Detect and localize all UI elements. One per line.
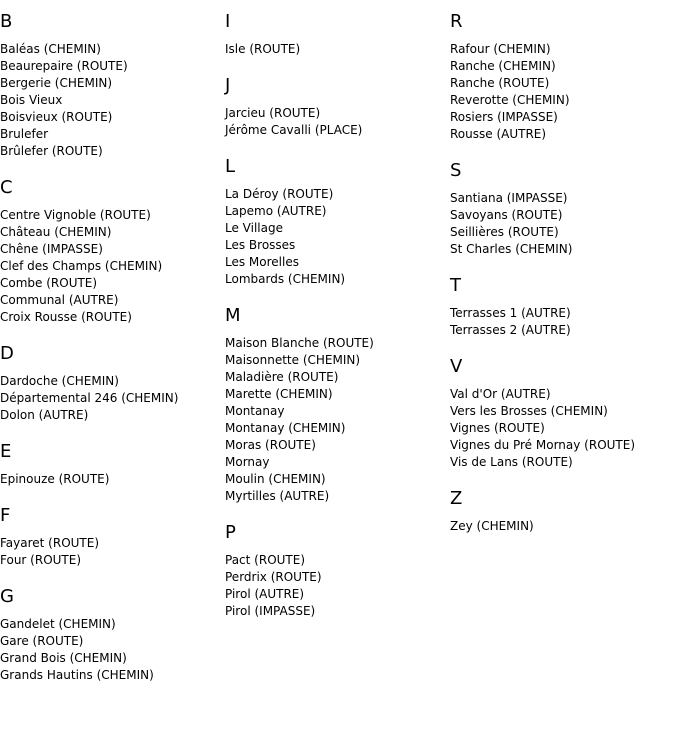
letter-group (0, 585, 225, 684)
street-list (0, 535, 225, 569)
street-entry[interactable]: Seillières (ROUTE) (450, 225, 559, 239)
street-list (450, 41, 675, 143)
street-entry[interactable]: Moulin (CHEMIN) (225, 472, 326, 486)
street-list (450, 386, 675, 471)
street-entry[interactable]: Vis de Lans (ROUTE) (450, 455, 573, 469)
letter-group (450, 10, 675, 143)
letter-heading: G (0, 586, 14, 607)
letter-group (225, 74, 450, 139)
street-entry[interactable]: Fayaret (ROUTE) (0, 536, 100, 550)
street-list (225, 552, 450, 620)
letter-group (450, 487, 675, 535)
letter-group (0, 10, 225, 160)
letter-heading: I (225, 11, 231, 32)
street-index-column-2 (225, 10, 450, 636)
street-entry[interactable]: Pact (ROUTE) (225, 553, 306, 567)
street-entry[interactable]: Chêne (IMPASSE) (0, 242, 103, 256)
street-entry[interactable]: Epinouze (ROUTE) (0, 472, 110, 486)
street-entry[interactable]: Ranche (ROUTE) (450, 76, 550, 90)
letter-group (0, 504, 225, 569)
street-entry[interactable]: Bois Vieux (0, 93, 63, 107)
street-list (0, 373, 225, 424)
street-entry[interactable]: La Déroy (ROUTE) (225, 187, 334, 201)
street-entry[interactable]: Bergerie (CHEMIN) (0, 76, 113, 90)
street-list (225, 41, 450, 58)
letter-group (450, 355, 675, 471)
letter-heading: R (450, 11, 463, 32)
street-entry[interactable]: Pirol (AUTRE) (225, 587, 305, 601)
street-entry[interactable]: Myrtilles (AUTRE) (225, 489, 330, 503)
street-entry[interactable]: Grand Bois (CHEMIN) (0, 651, 127, 665)
street-entry[interactable]: Reverotte (CHEMIN) (450, 93, 570, 107)
street-entry[interactable]: Pirol (IMPASSE) (225, 604, 316, 618)
letter-heading: P (225, 522, 236, 543)
street-entry[interactable]: Les Morelles (225, 255, 299, 269)
street-entry[interactable]: Gandelet (CHEMIN) (0, 617, 116, 631)
street-entry[interactable]: Moras (ROUTE) (225, 438, 316, 452)
letter-heading: E (0, 441, 12, 462)
street-entry[interactable]: Rosiers (IMPASSE) (450, 110, 558, 124)
street-entry[interactable]: Marette (CHEMIN) (225, 387, 333, 401)
street-entry[interactable]: Ranche (CHEMIN) (450, 59, 556, 73)
street-entry[interactable]: Château (CHEMIN) (0, 225, 112, 239)
street-entry[interactable]: Beaurepaire (ROUTE) (0, 59, 128, 73)
street-entry[interactable]: Zey (CHEMIN) (450, 519, 534, 533)
letter-group (450, 159, 675, 258)
street-list (225, 105, 450, 139)
street-entry[interactable]: Brulefer (0, 127, 49, 141)
street-entry[interactable]: Santiana (IMPASSE) (450, 191, 568, 205)
street-entry[interactable]: Clef des Champs (CHEMIN) (0, 259, 163, 273)
street-entry[interactable]: Val d'Or (AUTRE) (450, 387, 551, 401)
street-entry[interactable]: Rafour (CHEMIN) (450, 42, 551, 56)
street-entry[interactable]: Boisvieux (ROUTE) (0, 110, 113, 124)
street-entry[interactable]: Vers les Brosses (CHEMIN) (450, 404, 608, 418)
street-entry[interactable]: Rousse (AUTRE) (450, 127, 547, 141)
letter-group (225, 521, 450, 620)
street-entry[interactable]: Dardoche (CHEMIN) (0, 374, 119, 388)
letter-heading: Z (450, 488, 463, 509)
street-entry[interactable]: Savoyans (ROUTE) (450, 208, 563, 222)
letter-heading: C (0, 177, 13, 198)
letter-heading: D (0, 343, 14, 364)
street-entry[interactable]: Communal (AUTRE) (0, 293, 119, 307)
street-entry[interactable]: Isle (ROUTE) (225, 42, 301, 56)
street-entry[interactable]: Croix Rousse (ROUTE) (0, 310, 132, 324)
street-entry[interactable]: Départemental 246 (CHEMIN) (0, 391, 179, 405)
street-list (225, 186, 450, 288)
letter-group (225, 304, 450, 505)
street-index-column-1 (0, 10, 225, 700)
letter-heading: T (450, 275, 461, 296)
street-entry[interactable]: Montanay (225, 404, 285, 418)
letter-group (225, 155, 450, 288)
street-entry[interactable]: Centre Vignoble (ROUTE) (0, 208, 151, 222)
street-entry[interactable]: Combe (ROUTE) (0, 276, 98, 290)
street-list (450, 190, 675, 258)
street-entry[interactable]: Jérôme Cavalli (PLACE) (225, 123, 363, 137)
letter-group (0, 176, 225, 326)
street-entry[interactable]: Maison Blanche (ROUTE) (225, 336, 374, 350)
street-entry[interactable]: Four (ROUTE) (0, 553, 82, 567)
street-list (450, 518, 675, 535)
letter-group (0, 342, 225, 424)
street-entry[interactable]: Brûlefer (ROUTE) (0, 144, 103, 158)
letter-heading: F (0, 505, 11, 526)
street-entry[interactable]: Terrasses 1 (AUTRE) (450, 306, 571, 320)
street-entry[interactable]: Le Village (225, 221, 283, 235)
letter-heading: M (225, 305, 241, 326)
street-entry[interactable]: Maladière (ROUTE) (225, 370, 339, 384)
street-list (0, 616, 225, 684)
street-entry[interactable]: Montanay (CHEMIN) (225, 421, 346, 435)
street-entry[interactable]: St Charles (CHEMIN) (450, 242, 573, 256)
letter-group (225, 10, 450, 58)
letter-heading: S (450, 160, 462, 181)
street-list (450, 305, 675, 339)
street-entry[interactable]: Maisonnette (CHEMIN) (225, 353, 361, 367)
street-entry[interactable]: Vignes du Pré Mornay (ROUTE) (450, 438, 636, 452)
street-list (0, 41, 225, 160)
street-entry[interactable]: Dolon (AUTRE) (0, 408, 89, 422)
street-entry[interactable]: Gare (ROUTE) (0, 634, 84, 648)
street-entry[interactable]: Les Brosses (225, 238, 296, 252)
street-entry[interactable]: Terrasses 2 (AUTRE) (450, 323, 571, 337)
street-entry[interactable]: Jarcieu (ROUTE) (225, 106, 321, 120)
street-entry[interactable]: Mornay (225, 455, 270, 469)
street-entry[interactable]: Perdrix (ROUTE) (225, 570, 322, 584)
street-entry[interactable]: Lombards (CHEMIN) (225, 272, 346, 286)
street-list (225, 335, 450, 505)
street-entry[interactable]: Grands Hautins (CHEMIN) (0, 668, 154, 682)
street-list (0, 471, 225, 488)
letter-heading: L (225, 156, 236, 177)
street-entry[interactable]: Baléas (CHEMIN) (0, 42, 101, 56)
letter-heading: V (450, 356, 463, 377)
street-index-column-3 (450, 10, 675, 551)
letter-heading: B (0, 11, 13, 32)
letter-group (450, 274, 675, 339)
street-entry[interactable]: Vignes (ROUTE) (450, 421, 545, 435)
street-entry[interactable]: Lapemo (AUTRE) (225, 204, 327, 218)
letter-group (0, 440, 225, 488)
street-list (0, 207, 225, 326)
letter-heading: J (225, 75, 231, 96)
